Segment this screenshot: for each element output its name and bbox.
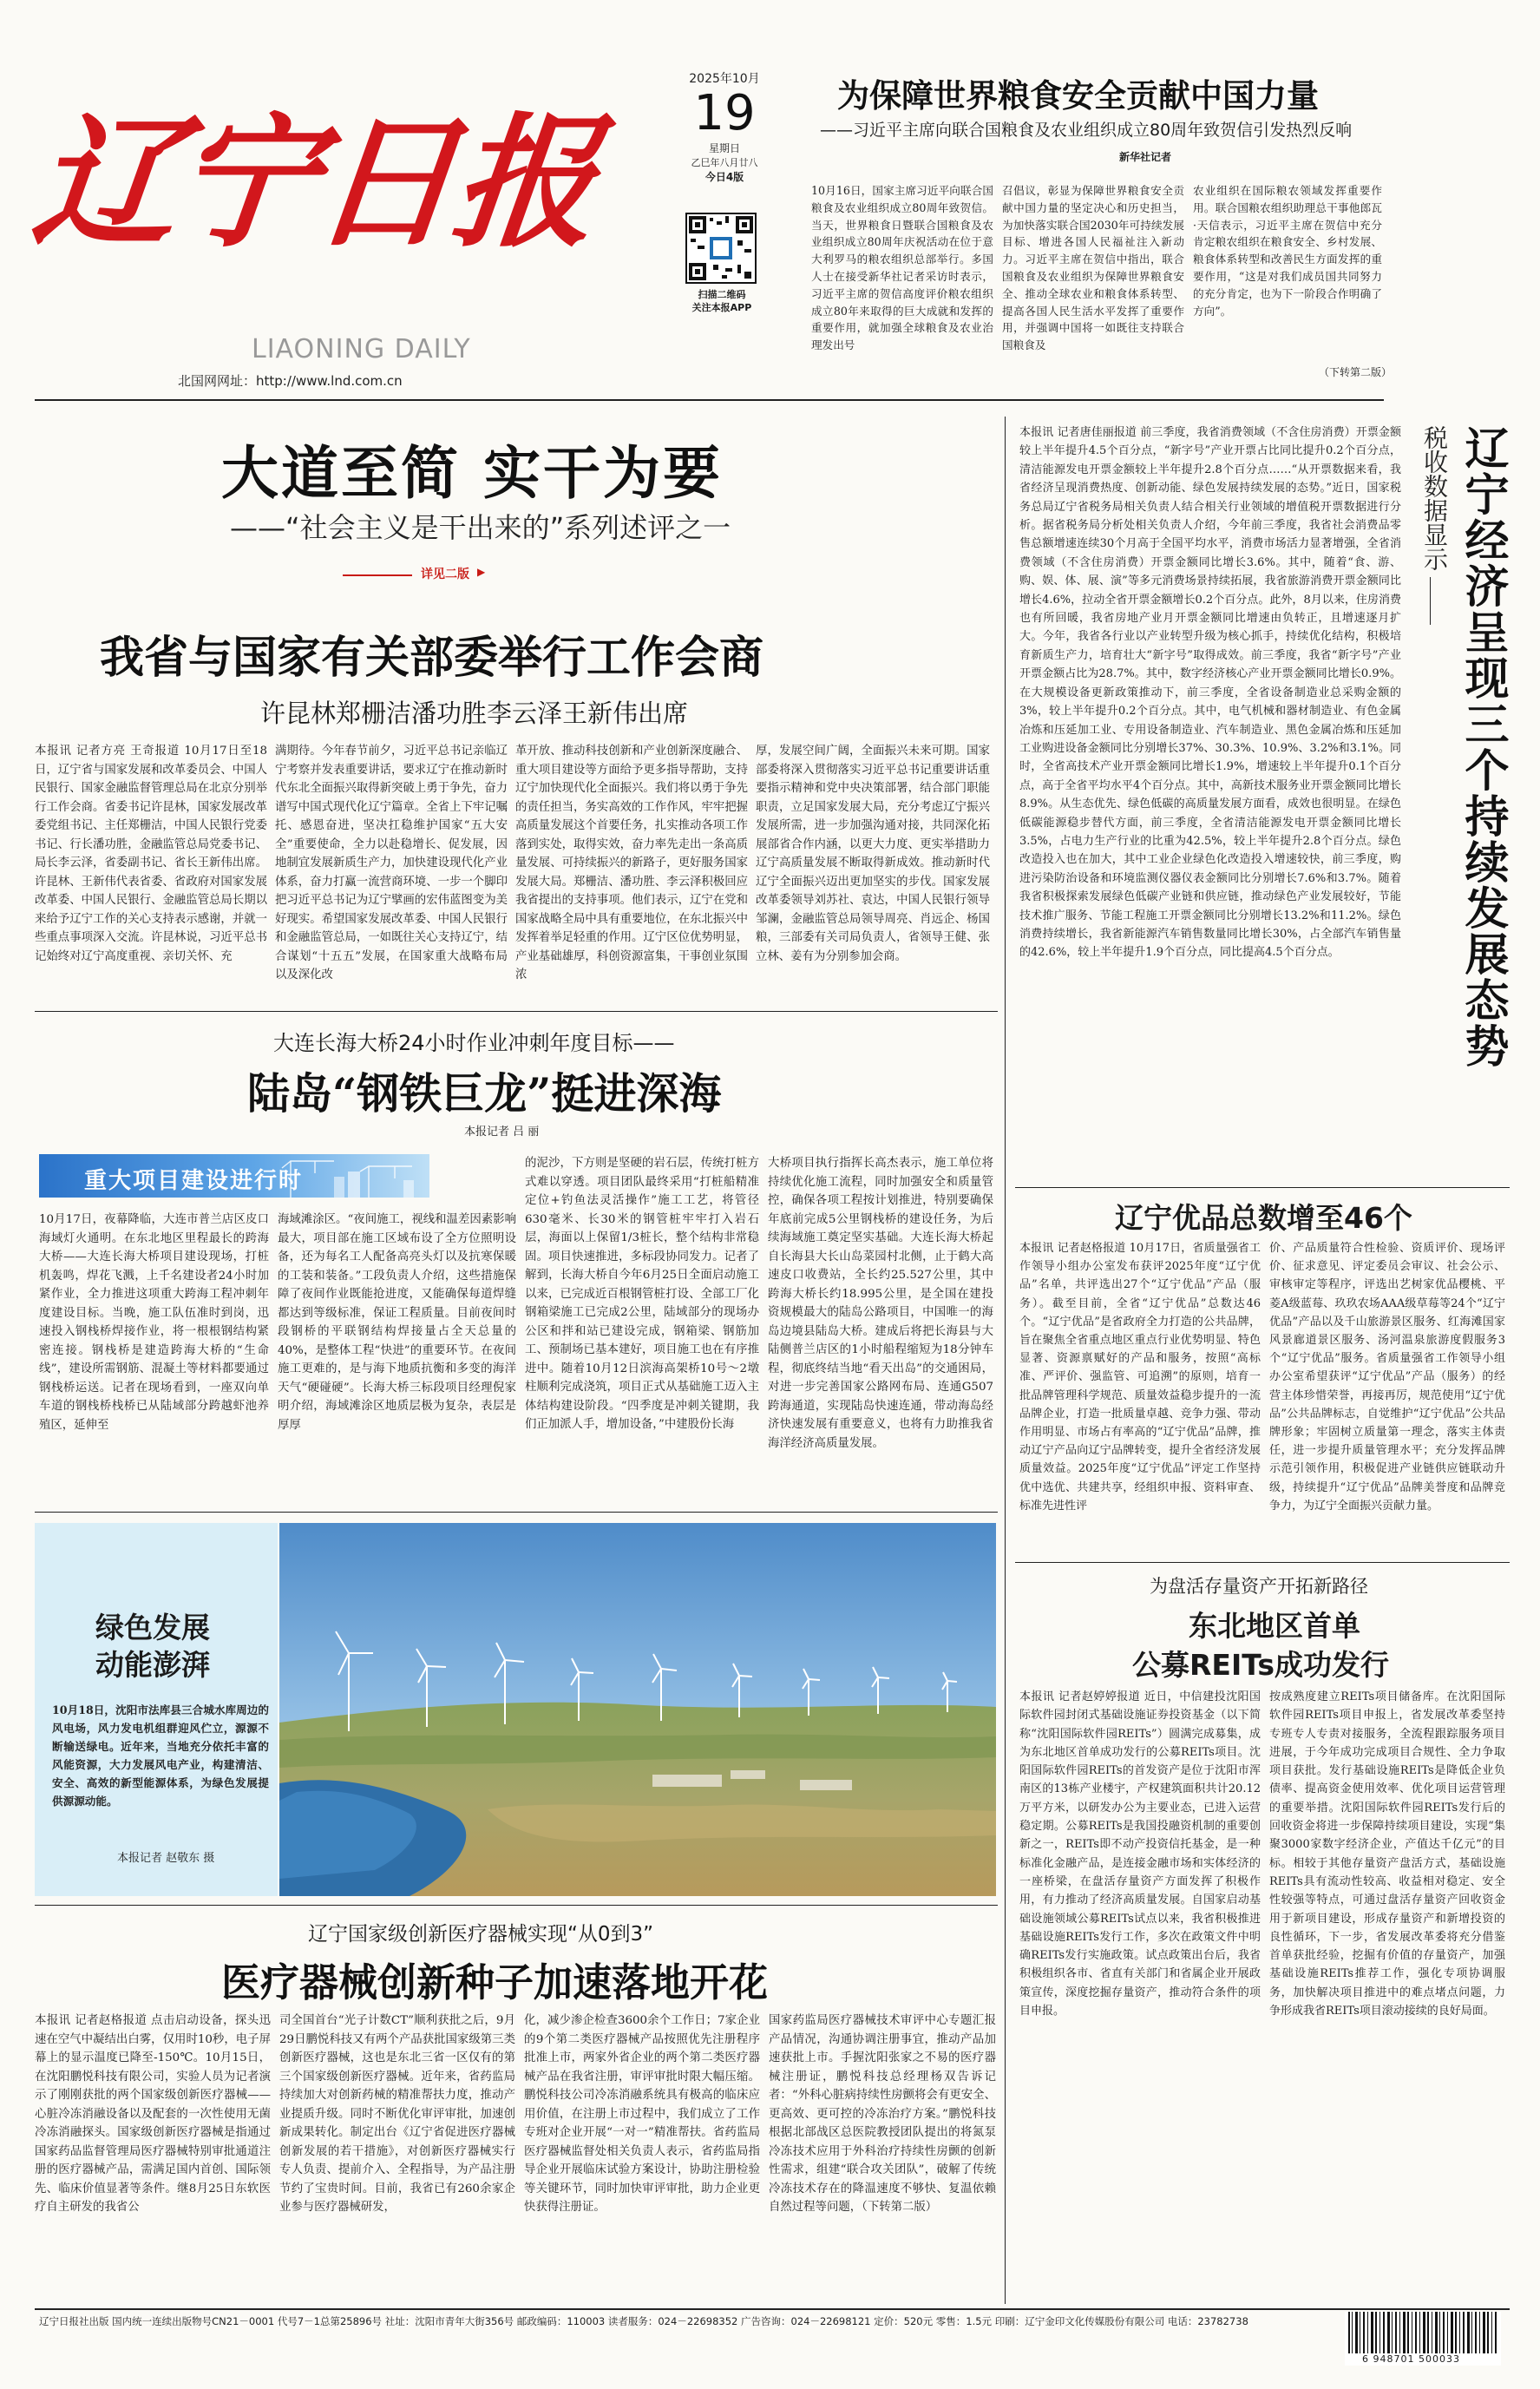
continued-note: （下转第二版） (1319, 366, 1393, 378)
bridge-col3: 的泥沙，下方则是坚硬的岩石层，传统打桩方式难以穿透。项目团队最终采用“打桩船精准定位+钓鱼法灵活操作”施工工艺，将管径630毫米、长30米的钢管桩牢牢打入岩石层，海面以上保留1/3桩长，整个结构非常稳固。项目快速推进，多标段协同发力。记者了解到，长海大桥自今年6月25日全面启动施工以来，已完成近百根钢管桩打设、全部工厂化钢箱梁施工已完成2公里，陆域部分的现场办公区和拌和站已建设完成，钢箱梁、钢筋加工、预制场已基本建好，项目施工也在有序推进中。随着10月12日滨海高架桥10号～2墩柱顺利完成浇筑，项目正式从基础施工迈入主体结构建设阶段。“四季度是冲刺关键期，我们正加派人手，增加设备，”中建股份长海 (525, 1157, 759, 1431)
top-story-agency: 新华社记者 (1119, 151, 1172, 163)
medical-pretitle: 辽宁国家级创新医疗器械实现“从0到3” (308, 1923, 654, 1946)
medical-title: 医疗器械创新种子加速落地开花 (221, 1959, 769, 2005)
barcode (1345, 2312, 1501, 2366)
reits-col2: 按成熟度建立REITs项目储备库。在沈阳国际软件园REITs项目申报上，省发展改革委坚持专班专人专责对接服务，全流程跟踪服务项目进展，于今年成功完成项目合规性、全力争取项目获批。发行基础设施REITs是降低企业负债率、提高资金使用效率、优化项目运营管理的重要举措。沈阳国际软件园REITs发行后的回收资金将进一步保障持续项目建设，实现“集聚3000家数字经济企业，产值达千亿元”的目标。相较于其他存量资产盘活方式，基础设施REITs具有流动性较高、收益相对稳定、安全性较强等特点，可通过盘活存量资产回收资金用于新项目建设，形成存量资产和新增投资的良性循环，下一步，省发展改革委将充分借鉴首单获批经验，挖掘有价值的存量资产，加强基础设施REITs推荐工作，强化专项协调服务，加快解决项目推进中的难点堵点问题，力争形成我省REITs项目滚动接续的良好局面。 (1269, 1690, 1505, 2018)
commentary-subtitle: ——“社会主义是干出来的”系列述评之一 (230, 511, 731, 544)
masthead (25, 43, 755, 408)
top-story-subtitle: ——习近平主席向联合国粮食及农业组织成立80周年致贺信引发热烈反响 (820, 121, 1353, 140)
page-count: 今日4版 (704, 171, 744, 183)
bridge-title: 陆岛“钢铁巨龙”挺进深海 (247, 1068, 722, 1119)
reits-title-1: 东北地区首单 (1189, 1609, 1360, 1643)
medical-col2: 司全国首台“光子计数CT”顺利获批之后，9月29日鹏悦科技又有两个产品获批国家级第三类创新医疗器械，这也是东北三省一区仅有的第三个国家级创新医疗器械。近年来，省药监局持续加大对创新药械的精准帮扶力度，推动产业提质升级。同时不断优化审评审批，加速创新成果转化。制定出台《辽宁省促进医疗器械创新发展的若干措施》，对创新医疗器械实行专人负责、提前介入、全程指导，为产品注册节约了宝贵时间。目前，我省已有260余家企业参与医疗器械研发， (279, 2014, 515, 2214)
quality-col2: 价、产品质量符合性检验、资质评价、现场评价、征求意见、评定委员会审议、社会公示、审核审定等程序，评选出艺树家优品樱桃、平菱A级蓝莓、玖玖农场AAA级草莓等24个“辽宁优品”产品以及千山旅游景区服务、红海滩国家风景廊道景区服务、汤河温泉旅游度假服务3个“辽宁优品”服务。省质量强省工作领导小组办公室希望获评“辽宁优品”产品（服务）的经营主体珍惜荣誉，再接再厉，规范使用“辽宁优品”公共品牌标志，自觉维护“辽宁优品”公共品牌形象；牢固树立质量第一理念，落实主体责任，进一步提升质量管理水平；充分发挥品牌示范引领作用，积极促进产业链供应链联动升级，持续提升“辽宁优品”品牌美誉度和品牌竞争力，为辽宁全面振兴贡献力量。 (1269, 1242, 1505, 1513)
medical-col4: 国家药监局医疗器械技术审评中心专题汇报产品情况，沟通协调注册事宜，推动产品加速获批上市。手握沈阳张家之不易的医疗器械注册证，鹏悦科技总经理杨双告诉记者：“外科心脏病持续性房颤将会有更安全、更高效、更可控的冷冻治疗方案。”鹏悦科技根据北部战区总医院教授团队提出的将氮泵冷冻技术应用于外科治疗持续性房颤的创新性需求，组建“联合攻关团队”，破解了传统冷冻技术存在的降温速度不够快、复温依赖自然过程等问题，（下转第二版） (769, 2014, 996, 2214)
tax-text: 本报讯 记者唐佳丽报道 前三季度，我省消费领域（不含住房消费）开票金额较上半年提升4.5个百分点，“新字号”产业开票占比同比提升0.2个百分点，清洁能源发电开票金额较上半年提升2.8个百分点……“从开票数据来看，我省经济呈现消费热度、创新动能、绿色发展持续发展的态势。”近日，国家税务总局辽宁省税务局相关负责人结合相关行业领域的增值税开票数据进行分析。据省税务局分析处相关负责人介绍，今年前三季度，我省社会消费品零售总额增速连续30个月高于全国平均水平，消费市场活力显著增强，全省消费领域（不含住房消费）开票金额同比增长3.6%。其中，随着“食、游、购、娱、体、展、演”等多元消费场景持续拓展，我省旅游消费开票金额同比增长4.6%，拉动全省开票金额增长0.2个百分点。此外，8月以来，住房消费也有所回暖，我省房地产业月开票金额同比增速由负转正，且增速逐月扩大。今年，我省各行业以产业转型升级为核心抓手，持续优化结构，积极培育新质生产力，培育壮大“新字号”取得成效。前三季度，我省“新字号”产业开票金额占比为28.7%。其中，数字经济核心产业开票金额同比增长0.9%。在大规模设备更新政策推动下，前三季度，全省设备制造业总采购金额的3%，较上半年提升0.2个百分点。其中，电气机械和器材制造业、有色金属冶炼和压延加工业、专用设备制造业、汽车制造业、黑色金属冶炼和压延加工业购进设备金额同比分别增长37%、30.3%、10.9%、3.2%和3.1%。同时，全省高技术产业开票金额同比增长1.9%，增速较上半年提升0.1个百分点，高于全省平均水平4个百分点。其中，高新技术服务业开票金额同比增长8.9%。从生态优先、绿色低碳的高质量发展方面看，成效也很明显。在绿色低碳能源稳步替代方面，前三季度，全省清洁能源发电开票金额同比增长3.5%，占电力生产行业的比重为42.5%，较上半年提升2.8个百分点。绿色改造投入也在加大，其中工业企业绿色化改造投入增速较快，前三季度，购进污染防治设备和环境监测仪器仪表金额同比分别增长7.6%和3.7%。随着我省积极探索发展绿色低碳产业链和供应链，推动绿色产业发展较好，节能技术推广服务、节能工程施工开票金额同比分别增长13.2%和11.2%。绿色消费持续增长，我省新能源汽车销售数量同比增长30%，占全部汽车销售量的42.6%，较上半年提升1.9个百分点，同比提高4.5个百分点。 (1019, 426, 1401, 960)
qr-caption (678, 288, 765, 314)
medical-col1: 本报讯 记者赵格报道 点击启动设备，探头迅速在空气中凝结出白雾，仅用时10秒，电子屏幕上的显示温度已降至-150℃。10月15日，在沈阳鹏悦科技有限公司，实验人员为记者演示了刚刚获批的两个国家级创新医疗器械——心脏冷冻消融设备以及配套的一次性使用无菌冷冻消融探头。国家级创新医疗器械是指通过国家药品监督管理局医疗器械特别审批通道注册的医疗器械产品，需满足国内首创、国际领先、临床价值显著等条件。继8月25日东软医疗自主研发的我省公 (35, 2014, 271, 2214)
commentary-title: 大道至简 实干为要 (221, 440, 723, 507)
top-story-col3: 农业组织在国际粮农领域发挥重要作用。联合国粮农组织助理总干事他郎瓦·天信表示，习近平主席在贺信中充分肯定粮农组织在粮食安全、乡村发展、粮食体系转型和改善民生方面发挥的重要作用，“这是对我们成员国共同努力的充分肯定，也为下一阶段合作明确了方向”。 (1193, 184, 1382, 318)
date-day: 19 (693, 85, 756, 141)
bridge-col1: 10月17日，夜幕降临，大连市普兰店区皮口海域灯火通明。在东北地区里程最长的跨海大桥——大连长海大桥项目建设现场，打桩机轰鸣，焊花飞溅，上千名建设者24小时加紧作业，全力推进这项重大跨海工程冲刺年度建设目标。当晚，施工队伍准时到岗，迅速投入钢栈桥焊接作业，将一根根钢结构紧密连接。钢栈桥是建造跨海大桥的“生命线”，建设所需钢筋、混凝土等材料都要通过钢栈桥运送。记者在现场看到，一座双向单车道的钢栈桥栈桥已从陆域部分跨越虾池养殖区，延伸至 (39, 1213, 269, 1432)
footer-info: 辽宁日报社出版 国内统一连续出版物号CN21－0001 代号7－1总第25896号 社址：沈阳市青年大街356号 邮政编码：110003 读者服务：024－22698352 广告咨询：024－22698121 定价：520元 零售：1.5元 印刷：辽宁金印文化传媒股份有限公司 电话：23782738 (39, 2315, 1248, 2327)
masthead-divider (35, 399, 1384, 401)
link-line-left (343, 574, 412, 576)
reits-pretitle: 为盘活存量资产开拓新路径 (1150, 1576, 1368, 1597)
tax-title: 辽宁经济呈现三个持续发展态势 (1457, 425, 1509, 1069)
qr-caption-line2: 关注本报APP (691, 302, 752, 313)
bridge-col2: 海域滩涂区。“夜间施工，视线和温差因素影响最大，项目部在施工区域布设了全方位照明设备，还为每名工人配备高亮头灯以及抗寒保暖的工装和装备。”工段负责人介绍，这些措施保障了夜间作业既能抢进度，又能确保每道焊缝都达到等级标准，保证工程质量。目前夜间时段钢桥的平联钢结构焊接量占全天总量的40%，是整体工程“快进”的重要环节。在夜间施工更难的，是与海下地质抗衡和多变的海洋天气“硬碰硬”。长海大桥三标段项目经理倪家明介绍，海域滩涂区地质层极为复杂，表层是厚厚 (278, 1213, 516, 1432)
bridge-col4: 大桥项目执行指挥长高杰表示，施工单位将持续优化施工流程，同时加强安全和质量管控，确保各项工程按计划推进，特别要确保年底前完成5公里钢栈桥的建设任务，为后续海域施工奠定坚实基础。大连长海大桥起自长海县大长山岛菜园村北侧，止于鹤大高速皮口收费站，全长约25.527公里，其中跨海大桥长约18.995公里，是全国在建投资规模最大的陆岛公路项目，中国唯一的海岛边境县陆岛大桥。建成后将把长海县与大陆侧普兰店区的1小时船程缩短为18分钟车程，彻底终结当地“看天出岛”的交通困局，对进一步完善国家公路网布局、连通G507跨海通道，实现陆岛快速连通，带动海岛经济快速发展有重要意义，也将有力助推我省海洋经济高质量发展。 (768, 1157, 993, 1450)
meeting-col4: 厚，发展空间广阔，全面振兴未来可期。国家部委将深入贯彻落实习近平总书记重要讲话重要指示精神和党中央决策部署，结合部门职能职责，立足国家发展大局，充分考虑辽宁振兴发展所需，进一步加强沟通对接，共同深化拓展部省合作内涵，以更大力度、更实举措助力辽宁高质量发展不断取得新成效。推动新时代辽宁全面振兴迈出更加坚实的步伐。国家发展改革委领导刘苏社、袁达，中国人民银行领导邹澜，金融监管总局领导周亮、肖远企、杨国粮，三部委有关司局负责人，省领导王健、张立林、姜有为分别参加会商。 (756, 745, 990, 963)
divider-tax (1015, 1187, 1510, 1188)
quality-title: 辽宁优品总数增至46个 (1115, 1201, 1412, 1235)
meeting-title: 我省与国家有关部委举行工作会商 (100, 632, 764, 684)
meeting-col2: 满期待。今年春节前夕，习近平总书记亲临辽宁考察并发表重要讲话，要求辽宁在推动新时代东北全面振兴取得新突破上勇于争先，奋力谱写中国式现代化辽宁篇章。全省上下牢记嘱托、感恩奋进，坚决扛稳维护国家“五大安全”重要使命，全力以赴稳增长、促发展，因地制宜发展新质生产力，加快建设现代化产业体系，奋力打赢一流营商环境、一步一个脚印把习近平总书记为辽宁擘画的宏伟蓝图变为美好现实。希望国家发展改革委、中国人民银行和金融监管总局，一如既往关心支持辽宁，结合谋划“十五五”发展，在国家重大战略布局以及深化改 (275, 745, 508, 981)
bridge-pretitle: 大连长海大桥24小时作业冲刺年度目标—— (273, 1031, 675, 1055)
masthead-title: 辽宁日报 (25, 98, 603, 266)
wind-farm-photo (279, 1523, 996, 1896)
masthead-title-en: LIAONING DAILY (252, 334, 471, 364)
divider-bridge (35, 1512, 998, 1513)
divider-photo (35, 1905, 998, 1906)
barcode-number: 6 948701 500033 (1362, 2353, 1460, 2365)
divider-quality (1015, 1562, 1510, 1563)
tax-kicker: 税收数据显示 (1420, 425, 1449, 571)
qr-code[interactable] (685, 213, 757, 284)
quality-col1: 本报讯 记者赵格报道 10月17日，省质量强省工作领导小组办公室发布获评2025年度“辽宁优品”名单，共评选出27个“辽宁优品”产品（服务）。截至目前，全省“辽宁优品”总数达46个。“辽宁优品”是省政府全力打造的公共品牌，旨在聚焦全省重点地区重点行业优势明显、特色显著、资源禀赋好的产品和服务，按照“高标准、严评价、强监管、可追溯”的原则，培育一批品牌管理科学规范、质量效益稳步提升的一流品牌企业，打造一批质量卓越、竞争力强、带动作用明显、市场占有率高的“辽宁优品”品牌，推动辽宁产品向辽宁品牌转变，提升全省经济发展质量效益。2025年度“辽宁优品”评定工作坚持优中选优、共建共享，经组织申报、资料审查、标准先进性评 (1019, 1242, 1261, 1513)
meeting-subtitle: 许昆林郑栅洁潘功胜李云泽王新伟出席 (260, 699, 689, 728)
project-banner (39, 1154, 429, 1198)
chevron-right-icon: ▶ (477, 566, 486, 578)
green-caption: 10月18日，沈阳市法库县三合城水库周边的风电场，风力发电机组群迎风伫立，源源不断输送绿电。近年来，当地充分依托丰富的风能资源，大力发展风电产业，构建清洁、安全、高效的新型能源体系，为绿色发展提供源源动能。 (52, 1703, 269, 1808)
meeting-col3: 革开放、推动科技创新和产业创新深度融合、重大项目建设等方面给予更多指导帮助，支持辽宁加快现代化全面振兴。我们将以勇于争先的责任担当，务实高效的工作作风，牢牢把握高质量发展这个首要任务，扎实推动各项工作落到实处，取得实效，奋力率先走出一条高质量发展、可持续振兴的新路子，更好服务国家发展大局。郑栅洁、潘功胜、李云泽积极回应我省提出的支持事项。他们表示，辽宁在党和国家战略全局中具有重要地位，在东北振兴中发挥着举足轻重的作用。辽宁区位优势明显，产业基础雄厚，科创资源富集，干事创业氛围浓 (515, 745, 748, 981)
tax-kicker-rule (1430, 577, 1431, 625)
banner-label: 重大项目建设进行时 (84, 1168, 304, 1194)
bridge-byline: 本报记者 吕 丽 (464, 1126, 540, 1139)
reits-title-2: 公募REITs成功发行 (1132, 1648, 1390, 1682)
meeting-col1: 本报讯 记者方亮 王奇报道 10月17日至18日，辽宁省与国家发展和改革委员会、中国人民银行、国家金融监督管理总局在北京分别举行工作会商。省委书记许昆林，国家发展改革委党组书记、主任郑栅洁，中国人民银行党委书记、行长潘功胜，金融监管总局党委书记、局长李云泽，省委副书记、省长王新伟出席。许昆林、王新伟代表省委、省政府对国家发展改革委、中国人民银行、金融监管总局长期以来给予辽宁工作的关心支持表示感谢，并就一些重点事项深入交流。许昆林说，习近平总书记始终对辽宁高度重视、亲切关怀、充 (35, 745, 267, 963)
website-url[interactable]: 北国网网址：http://www.lnd.com.cn (178, 373, 403, 389)
lunar-date: 乙巳年八月廿八 (691, 157, 758, 168)
barcode-icon (1345, 2312, 1501, 2353)
reits-col1: 本报讯 记者赵婷婷报道 近日，中信建投沈阳国际软件园封闭式基础设施证券投资基金（以下简称“沈阳国际软件园REITs”）圆满完成募集，成为东北地区首单成功发行的公募REITs项目。沈阳国际软件园REITs的首发资产是位于沈阳市浑南区的13栋产业楼宇，产权建筑面积共计20.12万平方米，以研发办公为主要业态，已进入运营稳定期。公募REITs是我国投融资机制的重要创新之一，REITs即不动产投资信托基金，是一种标准化金融产品，是连接金融市场和实体经济的一座桥梁，在盘活存量资产方面发挥了积极作用，有力推动了经济高质量发展。自国家启动基础设施领域公募REITs试点以来，我省积极推进基础设施REITs发行工作，多次在政策文件中明确REITs发行实施政策。试点政策出台后，我省积极组织各市、省直有关部门和省属企业开展政策宣传，深度挖掘存量资产，推动符合条件的项目申报。 (1019, 1690, 1261, 2018)
top-story-title: 为保障世界粮食安全贡献中国力量 (837, 77, 1319, 115)
green-credit: 本报记者 赵敬东 摄 (117, 1852, 215, 1865)
date-year-month: 2025年10月 (689, 72, 760, 86)
green-title-2: 动能澎湃 (95, 1648, 210, 1682)
green-title-1: 绿色发展 (95, 1611, 210, 1644)
medical-col3: 化，减少渗企检查3600余个工作日；7家企业的9个第二类医疗器械产品按照优先注册程序批准上市，两家外省企业的两个第二类医疗器械产品在我省注册，审评审批时限大幅压缩。鹏悦科技公司冷冻消融系统具有极高的临床应用价值，在注册上市过程中，我们成立了工作专班对企业开展“一对一”精准帮扶。省药监局医疗器械监督处相关负责人表示，省药监局指导企业开展临床试验方案设计，协助注册检验等关键环节，同时加快审评审批，助力企业更快获得注册证。 (524, 2014, 760, 2214)
divider-meeting (35, 1011, 998, 1012)
top-story-col2: 召倡议，彰显为保障世界粮食安全贡献中国力量的坚定决心和历史担当，为加快落实联合国2030年可持续发展目标、增进各国人民福祉注入新动力。习近平主席在贺信中指出，联合国粮食及农业组织为保障世界粮食安全、推动全球农业和粮食体系转型、提高各国人民生活水平发挥了重要作用，并强调中国将一如既往支持联合国粮食及 (1002, 184, 1184, 352)
column-separator (1005, 417, 1006, 2304)
footer-rule (35, 2308, 1510, 2310)
qr-caption-line1: 扫描二维码 (698, 289, 746, 300)
weekday: 星期日 (708, 142, 740, 154)
qr-code-icon (687, 214, 755, 282)
top-story-col1: 10月16日，国家主席习近平向联合国粮食及农业组织成立80周年致贺信。当天，世界粮食日暨联合国粮食及农业组织成立80周年庆祝活动在位于意大利罗马的粮农组织总部举行。多国人士在接受新华社记者采访时表示，习近平主席的贺信高度评价粮农组织成立80年来取得的巨大成就和发挥的重要作用，就加强全球粮食及农业治理发出号 (811, 184, 993, 352)
link-label: 详见二版 (421, 568, 469, 581)
date-block (672, 69, 777, 184)
commentary-detail-link[interactable] (343, 565, 542, 586)
